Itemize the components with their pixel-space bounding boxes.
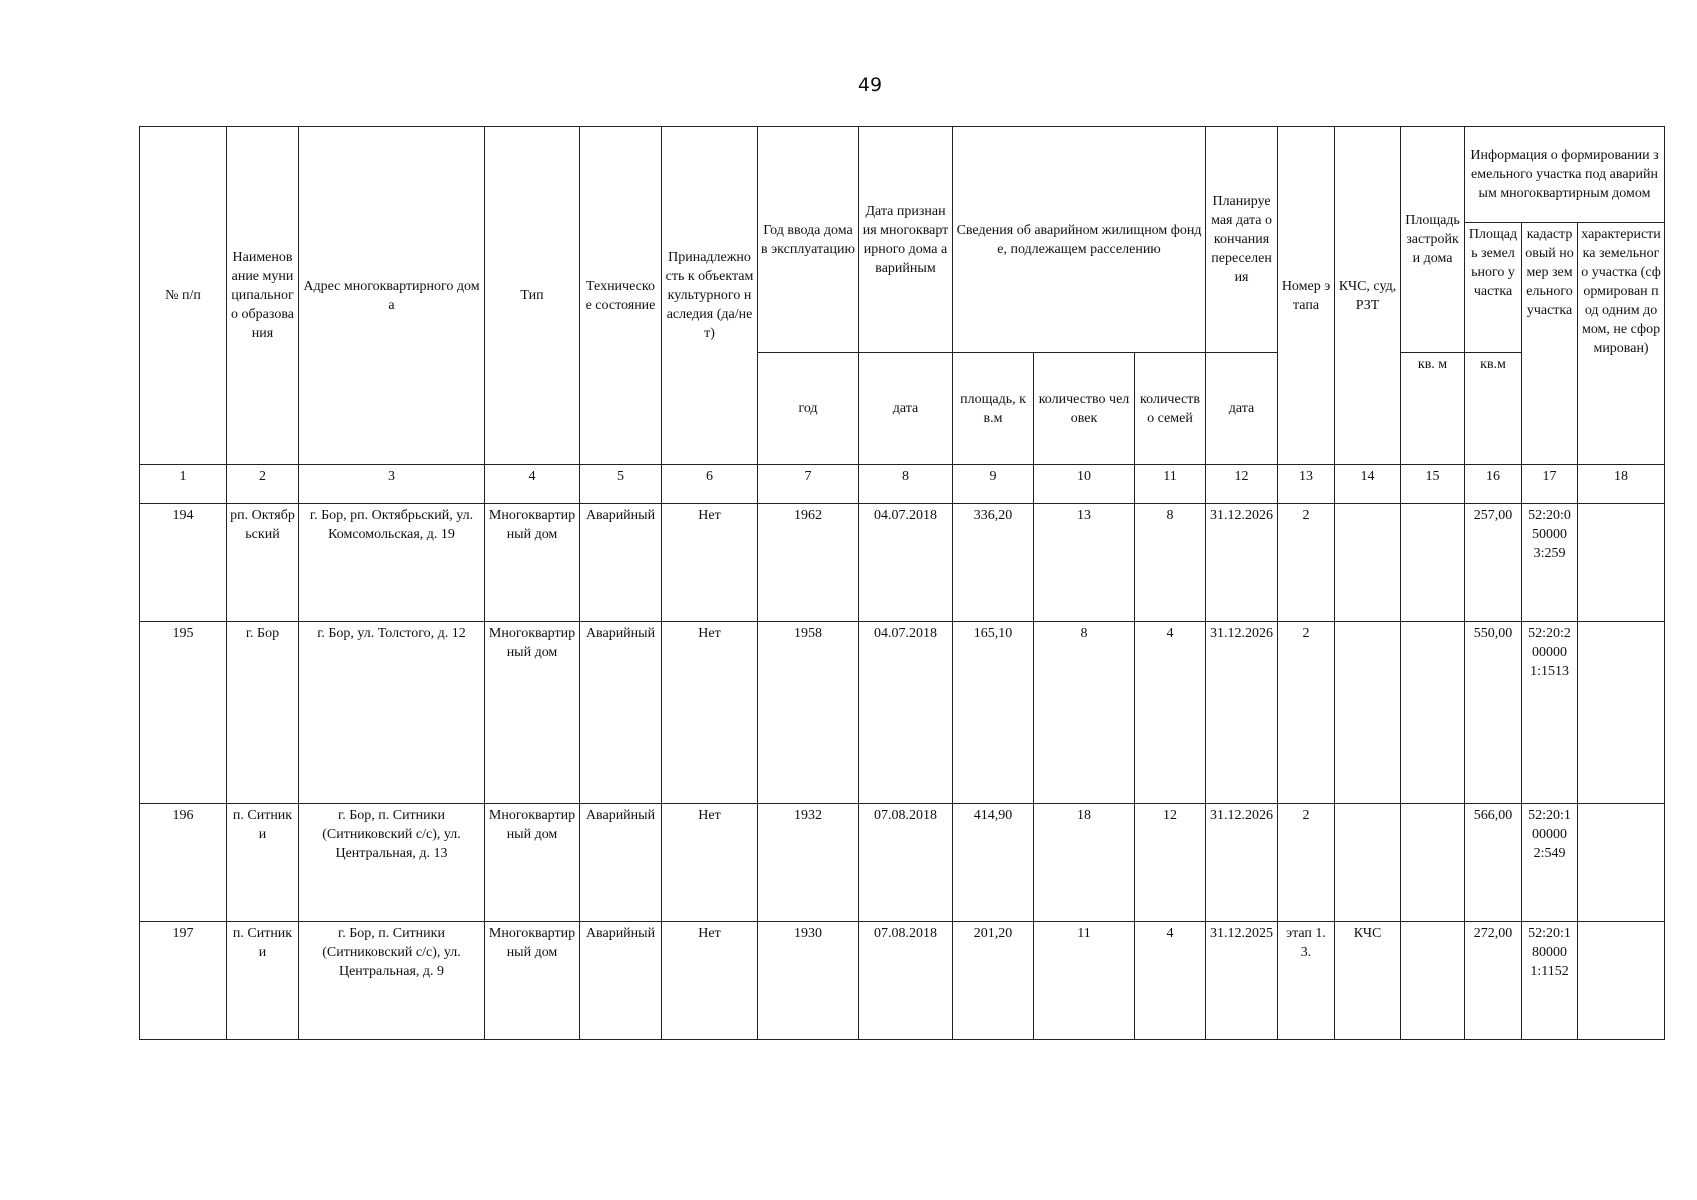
header-built-area: Площадь застройки дома [1401, 127, 1465, 353]
header-sub-year: год [758, 353, 859, 465]
emergency-housing-table [139, 126, 1665, 1040]
cell-kchs [1335, 504, 1401, 622]
column-number: 11 [1135, 465, 1206, 504]
cell-num: 195 [140, 622, 227, 804]
cell-year: 1930 [758, 922, 859, 1040]
cell-people: 8 [1034, 622, 1135, 804]
cell-year: 1932 [758, 804, 859, 922]
column-number: 4 [485, 465, 580, 504]
header-num: № п/п [140, 127, 227, 465]
cell-land-characteristic [1578, 804, 1665, 922]
cell-type: Многоквартирный дом [485, 804, 580, 922]
cell-municipality: п. Ситники [227, 922, 299, 1040]
cell-families: 4 [1135, 622, 1206, 804]
cell-recognition-date: 04.07.2018 [859, 504, 953, 622]
cell-land-area: 257,00 [1465, 504, 1522, 622]
column-number: 2 [227, 465, 299, 504]
cell-cadastral: 52:20:200000 1:1513 [1522, 622, 1578, 804]
cell-area: 201,20 [953, 922, 1034, 1040]
cell-planned-date: 31.12.2026 [1206, 804, 1278, 922]
cell-heritage: Нет [662, 804, 758, 922]
header-recognition: Дата признания многоквартирного дома аварийным [859, 127, 953, 353]
cell-type: Многоквартирный дом [485, 922, 580, 1040]
header-condition: Техническое состояние [580, 127, 662, 465]
column-number: 9 [953, 465, 1034, 504]
cell-condition: Аварийный [580, 504, 662, 622]
header-municipality: Наименование муниципального образования [227, 127, 299, 465]
cell-condition: Аварийный [580, 622, 662, 804]
header-year: Год ввода дома в эксплуатацию [758, 127, 859, 353]
cell-people: 13 [1034, 504, 1135, 622]
column-number: 15 [1401, 465, 1465, 504]
cell-planned-date: 31.12.2026 [1206, 622, 1278, 804]
cell-type: Многоквартирный дом [485, 622, 580, 804]
column-number: 7 [758, 465, 859, 504]
cell-stage: 2 [1278, 622, 1335, 804]
cell-municipality: п. Ситники [227, 804, 299, 922]
header-unit-built-area: кв. м [1401, 353, 1465, 465]
cell-heritage: Нет [662, 504, 758, 622]
header-type: Тип [485, 127, 580, 465]
cell-recognition-date: 07.08.2018 [859, 804, 953, 922]
cell-stage: 2 [1278, 804, 1335, 922]
header-stage: Номер этапа [1278, 127, 1335, 465]
cell-address: г. Бор, п. Ситники (Ситниковский с/с), ул. Центральная, д. 9 [299, 922, 485, 1040]
header-planned-date: Планируемая дата окончания переселения [1206, 127, 1278, 353]
cell-recognition-date: 07.08.2018 [859, 922, 953, 1040]
cell-families: 8 [1135, 504, 1206, 622]
cell-num: 196 [140, 804, 227, 922]
cell-cadastral: 52:20:100000 2:549 [1522, 804, 1578, 922]
column-number: 17 [1522, 465, 1578, 504]
table-row [140, 804, 1665, 922]
cell-address: г. Бор, п. Ситники (Ситниковский с/с), ул. Центральная, д. 13 [299, 804, 485, 922]
header-cadastral: кадастровый номер земельного участка [1522, 223, 1578, 465]
cell-built-area [1401, 922, 1465, 1040]
cell-area: 414,90 [953, 804, 1034, 922]
column-number: 16 [1465, 465, 1522, 504]
cell-planned-date: 31.12.2025 [1206, 922, 1278, 1040]
cell-families: 12 [1135, 804, 1206, 922]
cell-stage: этап 1.3. [1278, 922, 1335, 1040]
column-number: 5 [580, 465, 662, 504]
header-land-info: Информация о формировании земельного участка под аварийным многоквартирным домом [1465, 127, 1665, 223]
table-row [140, 622, 1665, 804]
column-number: 14 [1335, 465, 1401, 504]
cell-condition: Аварийный [580, 804, 662, 922]
header-sub-area: площадь, кв.м [953, 353, 1034, 465]
cell-cadastral: 52:20:050000 3:259 [1522, 504, 1578, 622]
cell-area: 165,10 [953, 622, 1034, 804]
cell-heritage: Нет [662, 922, 758, 1040]
cell-land-characteristic [1578, 922, 1665, 1040]
cell-municipality: г. Бор [227, 622, 299, 804]
page-number: 49 [857, 74, 883, 96]
column-number: 1 [140, 465, 227, 504]
cell-stage: 2 [1278, 504, 1335, 622]
cell-type: Многоквартирный дом [485, 504, 580, 622]
cell-land-characteristic [1578, 504, 1665, 622]
cell-cadastral: 52:20:180000 1:1152 [1522, 922, 1578, 1040]
cell-year: 1958 [758, 622, 859, 804]
column-number: 13 [1278, 465, 1335, 504]
table-row [140, 504, 1665, 622]
column-number-row [140, 465, 1665, 504]
column-number: 10 [1034, 465, 1135, 504]
header-sub-date2: дата [1206, 353, 1278, 465]
cell-address: г. Бор, рп. Октябрьский, ул. Комсомольская, д. 19 [299, 504, 485, 622]
cell-num: 197 [140, 922, 227, 1040]
cell-land-area: 272,00 [1465, 922, 1522, 1040]
table-row [140, 922, 1665, 1040]
cell-heritage: Нет [662, 622, 758, 804]
cell-people: 18 [1034, 804, 1135, 922]
cell-recognition-date: 04.07.2018 [859, 622, 953, 804]
cell-num: 194 [140, 504, 227, 622]
cell-land-characteristic [1578, 622, 1665, 804]
header-sub-date: дата [859, 353, 953, 465]
header-land-area: Площадь земельного участка [1465, 223, 1522, 353]
cell-year: 1962 [758, 504, 859, 622]
cell-municipality: рп. Октябрьский [227, 504, 299, 622]
column-number: 12 [1206, 465, 1278, 504]
header-heritage: Принадлежность к объектам культурного наследия (да/нет) [662, 127, 758, 465]
header-sub-people: количество человек [1034, 353, 1135, 465]
cell-people: 11 [1034, 922, 1135, 1040]
column-number: 8 [859, 465, 953, 504]
cell-kchs [1335, 804, 1401, 922]
cell-area: 336,20 [953, 504, 1034, 622]
header-kchs: КЧС, суд, РЗТ [1335, 127, 1401, 465]
cell-condition: Аварийный [580, 922, 662, 1040]
cell-built-area [1401, 504, 1465, 622]
header-sub-families: количество семей [1135, 353, 1206, 465]
header-emergency-info: Сведения об аварийном жилищном фонде, подлежащем расселению [953, 127, 1206, 353]
header-address: Адрес многоквартирного дома [299, 127, 485, 465]
cell-address: г. Бор, ул. Толстого, д. 12 [299, 622, 485, 804]
cell-planned-date: 31.12.2026 [1206, 504, 1278, 622]
cell-kchs: КЧС [1335, 922, 1401, 1040]
cell-land-area: 566,00 [1465, 804, 1522, 922]
column-number: 6 [662, 465, 758, 504]
column-number: 18 [1578, 465, 1665, 504]
header-unit-land-area: кв.м [1465, 353, 1522, 465]
column-number: 3 [299, 465, 485, 504]
cell-land-area: 550,00 [1465, 622, 1522, 804]
cell-built-area [1401, 804, 1465, 922]
header-land-characteristic: характеристика земельного участка (сформирован под одним домом, не сформирован) [1578, 223, 1665, 465]
cell-kchs [1335, 622, 1401, 804]
cell-families: 4 [1135, 922, 1206, 1040]
cell-built-area [1401, 622, 1465, 804]
